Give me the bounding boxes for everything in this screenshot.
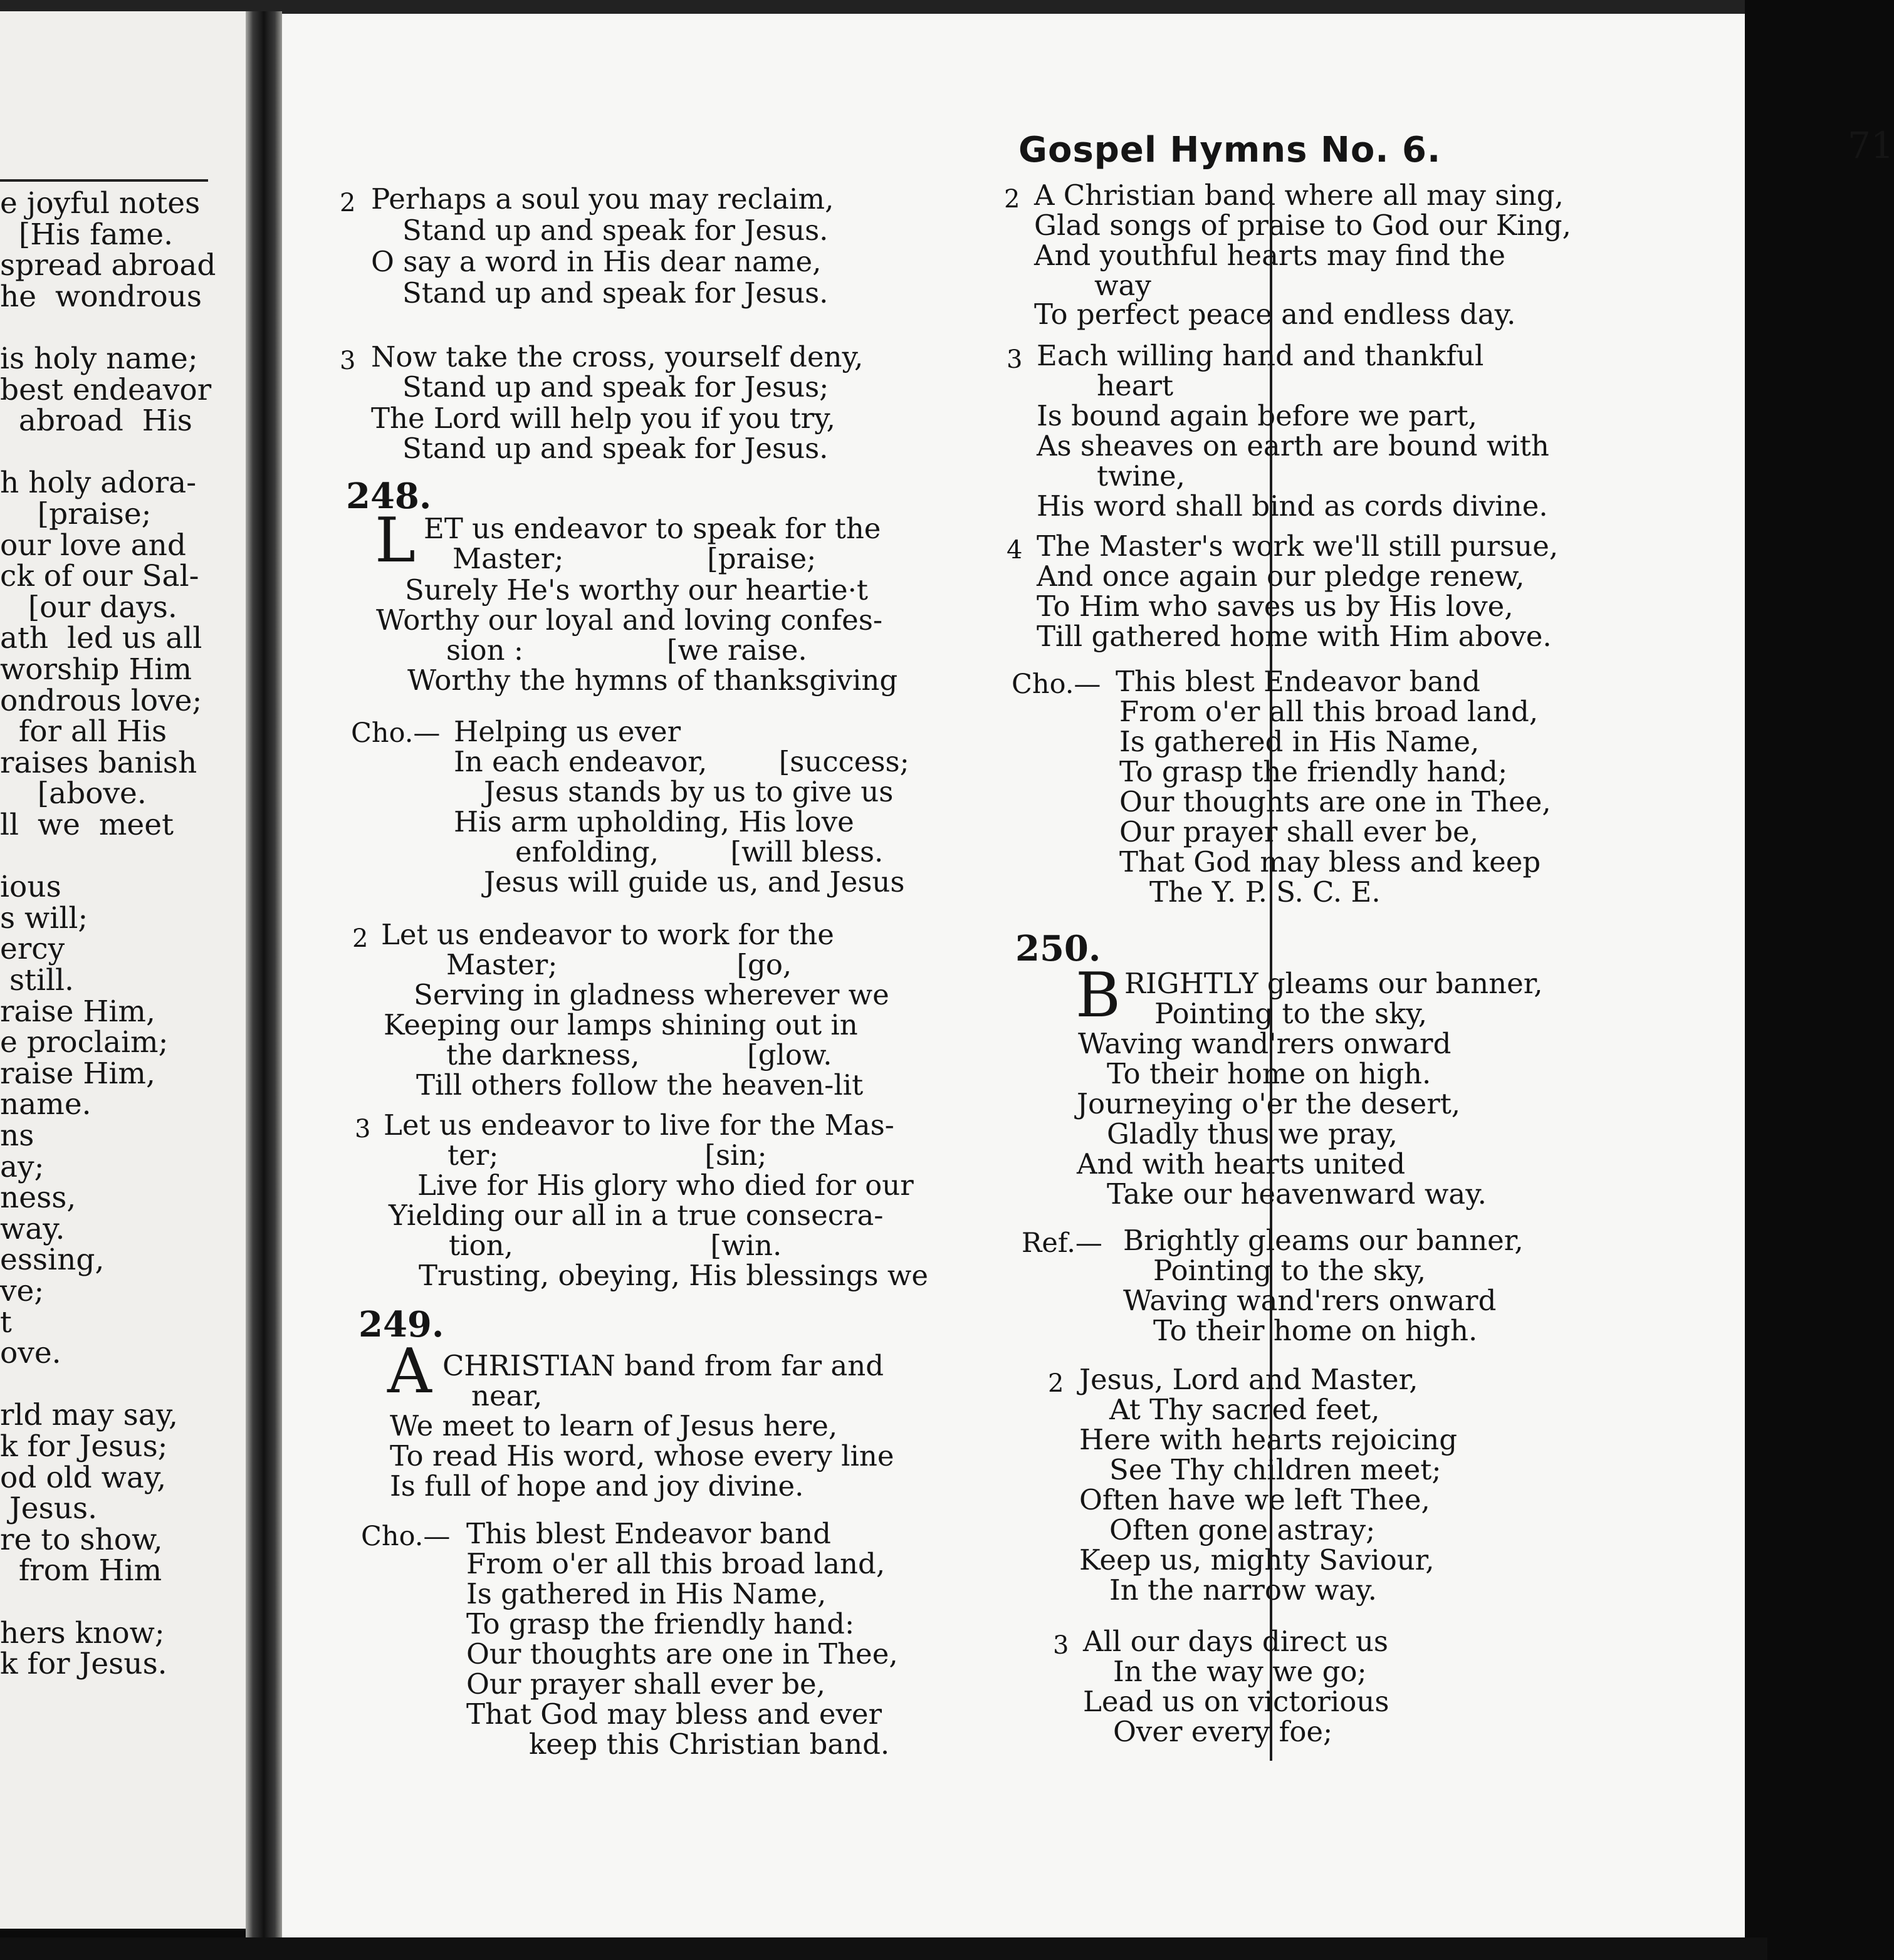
scan-border-bottom bbox=[0, 1937, 1767, 1960]
verse-line: His word shall bind as cords divine. bbox=[1037, 489, 1548, 523]
chorus-line: Helping us ever bbox=[454, 715, 681, 748]
verse-line: A Christian band where all may sing, bbox=[1034, 179, 1564, 212]
verse-number: 2 bbox=[340, 189, 356, 217]
chorus-line: Our prayer shall ever be, bbox=[466, 1667, 825, 1701]
chorus-line: That God may bless and keep bbox=[1119, 845, 1541, 878]
verse-line: Now take the cross, yourself deny, bbox=[371, 340, 864, 373]
verse-line: To Him who saves us by His love, bbox=[1037, 590, 1514, 623]
facing-page-line: ercy bbox=[0, 932, 65, 967]
facing-page-line: ve; bbox=[0, 1274, 44, 1308]
verse-line: Stand up and speak for Jesus. bbox=[402, 214, 829, 247]
chorus-line: Our thoughts are one in Thee, bbox=[466, 1637, 898, 1671]
verse-line: Yielding our all in a true consecra- bbox=[389, 1199, 884, 1232]
hymn-line: Gladly thus we pray, bbox=[1107, 1117, 1398, 1150]
facing-page-line: k for Jesus. bbox=[0, 1647, 167, 1682]
chorus-label: Cho.— bbox=[1012, 669, 1101, 700]
verse-line: twine, bbox=[1097, 459, 1185, 493]
hymn-line: Surely He's worthy our heartie·t bbox=[405, 573, 868, 607]
facing-page-line: h holy adora- bbox=[0, 466, 197, 501]
hymn-line: Pointing to the sky, bbox=[1154, 997, 1428, 1030]
hymn-number-250: 250. bbox=[1015, 928, 1101, 969]
scan-border-right bbox=[1745, 0, 1767, 1960]
facing-page-line: hers know; bbox=[0, 1615, 165, 1650]
drop-cap: L bbox=[375, 505, 416, 576]
hymn-line: Worthy our loyal and loving confes- bbox=[376, 603, 883, 637]
hymn-line: Is full of hope and joy divine. bbox=[390, 1469, 804, 1503]
verse-line: Serving in gladness wherever we bbox=[414, 978, 889, 1011]
facing-page-left bbox=[0, 11, 246, 1929]
chorus-line: To grasp the friendly hand; bbox=[1119, 755, 1508, 788]
verse-line: To perfect peace and endless day. bbox=[1034, 298, 1516, 331]
verse-line: ter; [sin; bbox=[447, 1139, 767, 1172]
drop-cap: B bbox=[1075, 960, 1121, 1031]
chorus-line: enfolding, [will bless. bbox=[515, 835, 884, 868]
hymn-line: To their home on high. bbox=[1107, 1057, 1431, 1090]
drop-cap: A bbox=[387, 1336, 432, 1407]
verse-line: Till gathered home with Him above. bbox=[1037, 620, 1552, 653]
left-header-rule bbox=[0, 179, 208, 182]
facing-page-line: ath led us all bbox=[0, 621, 202, 656]
verse-line: All our days direct us bbox=[1083, 1625, 1388, 1658]
hymn-line: RIGHTLY gleams our banner, bbox=[1124, 967, 1543, 1000]
facing-page-line: ondrous love; bbox=[0, 683, 202, 718]
verse-line: Each willing hand and thankful bbox=[1037, 339, 1484, 372]
facing-page-line: s will; bbox=[0, 900, 88, 936]
facing-page-line: [praise; bbox=[0, 497, 152, 531]
facing-page-line: ious bbox=[0, 870, 61, 905]
hymn-line: Waving wand'rers onward bbox=[1078, 1027, 1452, 1060]
chorus-line: His arm upholding, His love bbox=[454, 805, 854, 838]
facing-page-line: he wondrous bbox=[0, 279, 202, 314]
facing-page-line: e proclaim; bbox=[0, 1025, 169, 1060]
facing-page-line: [His fame. bbox=[0, 217, 174, 252]
facing-page-line: rld may say, bbox=[0, 1398, 178, 1433]
facing-page-line: way. bbox=[0, 1211, 65, 1246]
facing-page-line: od old way, bbox=[0, 1460, 167, 1495]
chorus-line: The Y. P. S. C. E. bbox=[1149, 875, 1381, 909]
verse-line: O say a word in His dear name, bbox=[371, 245, 822, 278]
verse-line: Over every foe; bbox=[1113, 1715, 1333, 1748]
chorus-line: From o'er all this broad land, bbox=[466, 1547, 886, 1580]
facing-page-line: t bbox=[0, 1305, 12, 1340]
verse-line: Perhaps a soul you may reclaim, bbox=[371, 182, 834, 216]
refrain-line: Waving wand'rers onward bbox=[1123, 1284, 1497, 1317]
hymn-line: CHRISTIAN band from far and bbox=[442, 1349, 884, 1382]
verse-line: Lead us on victorious bbox=[1083, 1685, 1389, 1718]
verse-line: Stand up and speak for Jesus. bbox=[402, 432, 829, 465]
facing-page-line: is holy name; bbox=[0, 341, 198, 376]
verse-line: Master; [go, bbox=[446, 948, 792, 981]
hymn-line: near, bbox=[471, 1379, 543, 1412]
facing-page-line: ns bbox=[0, 1118, 34, 1153]
verse-line: In the way we go; bbox=[1113, 1655, 1367, 1688]
verse-line: way bbox=[1094, 269, 1151, 302]
verse-line: And once again our pledge renew, bbox=[1037, 560, 1525, 593]
facing-page-line: spread abroad bbox=[0, 248, 216, 283]
facing-page-line: ay; bbox=[0, 1149, 44, 1184]
chorus-label: Cho.— bbox=[361, 1521, 451, 1552]
verse-line: Stand up and speak for Jesus; bbox=[402, 370, 829, 404]
facing-page-line: raises banish bbox=[0, 745, 197, 780]
verse-line: Is bound again before we part, bbox=[1037, 399, 1477, 432]
facing-page-line: best endeavor bbox=[0, 372, 212, 407]
refrain-line: Pointing to the sky, bbox=[1153, 1254, 1426, 1287]
hymn-line: sion : [we raise. bbox=[446, 633, 807, 667]
chorus-line: From o'er all this broad land, bbox=[1119, 695, 1539, 728]
verse-line: Jesus, Lord and Master, bbox=[1079, 1363, 1418, 1396]
facing-page-line: k for Jesus; bbox=[0, 1429, 168, 1464]
hymn-line: And with hearts united bbox=[1077, 1147, 1406, 1181]
facing-page-line: essing, bbox=[0, 1243, 105, 1278]
verse-line: Often have we left Thee, bbox=[1079, 1483, 1430, 1516]
refrain-line: Brightly gleams our banner, bbox=[1123, 1224, 1524, 1257]
facing-page-line: ck of our Sal- bbox=[0, 559, 199, 594]
facing-page-line: still. bbox=[0, 963, 74, 998]
verse-number: 3 bbox=[1053, 1631, 1069, 1660]
facing-page-line: ness, bbox=[0, 1181, 76, 1216]
refrain-line: To their home on high. bbox=[1153, 1314, 1478, 1347]
facing-page-line: name. bbox=[0, 1087, 92, 1122]
verse-line: Let us endeavor to work for the bbox=[381, 918, 834, 951]
verse-number: 2 bbox=[352, 924, 369, 953]
facing-page-line: e joyful notes bbox=[0, 186, 201, 221]
verse-line: Let us endeavor to live for the Mas- bbox=[384, 1108, 894, 1142]
verse-line: Stand up and speak for Jesus. bbox=[402, 276, 829, 310]
hymn-line: To read His word, whose every line bbox=[390, 1439, 894, 1473]
facing-page-line: our love and bbox=[0, 528, 186, 563]
verse-number: 3 bbox=[340, 347, 356, 375]
verse-line: The Lord will help you if you try, bbox=[371, 402, 835, 435]
verse-line: In the narrow way. bbox=[1109, 1573, 1377, 1607]
verse-line: Keeping our lamps shining out in bbox=[384, 1008, 858, 1041]
verse-line: heart bbox=[1097, 369, 1174, 402]
verse-line: Glad songs of praise to God our King, bbox=[1034, 209, 1571, 242]
verse-line: Here with hearts rejoicing bbox=[1079, 1423, 1457, 1456]
chorus-line: In each endeavor, [success; bbox=[454, 745, 909, 778]
facing-page-line: abroad His bbox=[0, 404, 192, 439]
facing-page-line: ove. bbox=[0, 1336, 61, 1371]
chorus-line: Jesus stands by us to give us bbox=[484, 775, 894, 808]
chorus-line: That God may bless and ever bbox=[466, 1697, 882, 1731]
hymn-line: Take our heavenward way. bbox=[1107, 1177, 1487, 1211]
refrain-label: Ref.— bbox=[1022, 1228, 1102, 1259]
hymn-number-248: 248. bbox=[346, 476, 432, 517]
chorus-line: This blest Endeavor band bbox=[466, 1517, 831, 1550]
verse-line: At Thy sacred feet, bbox=[1109, 1393, 1380, 1426]
facing-page-line: raise Him, bbox=[0, 1056, 155, 1091]
verse-line: tion, [win. bbox=[449, 1229, 782, 1262]
facing-page-line: worship Him bbox=[0, 652, 192, 687]
verse-line: The Master's work we'll still pursue, bbox=[1037, 529, 1559, 563]
verse-line: Live for His glory who died for our bbox=[417, 1169, 914, 1202]
verse-line: Often gone astray; bbox=[1109, 1513, 1376, 1546]
verse-line: And youthful hearts may find the bbox=[1034, 239, 1505, 272]
hymn-line: We meet to learn of Jesus here, bbox=[390, 1409, 838, 1442]
facing-page-line: from Him bbox=[0, 1553, 162, 1588]
verse-number: 2 bbox=[1004, 185, 1020, 214]
chorus-line: To grasp the friendly hand: bbox=[466, 1607, 855, 1640]
chorus-line: Our prayer shall ever be, bbox=[1119, 815, 1478, 848]
chorus-line: This blest Endeavor band bbox=[1116, 665, 1480, 698]
page-71 bbox=[282, 14, 1894, 1937]
running-title: Gospel Hymns No. 6. bbox=[1018, 130, 1441, 170]
verse-number: 4 bbox=[1007, 536, 1023, 565]
book-gutter bbox=[246, 11, 282, 1941]
page-number: 71 bbox=[1848, 124, 1894, 167]
hymn-line: Journeying o'er the desert, bbox=[1077, 1087, 1461, 1120]
facing-page-line: ll we meet bbox=[0, 808, 174, 842]
hymn-line: ET us endeavor to speak for the bbox=[424, 512, 881, 545]
verse-line: Keep us, mighty Saviour, bbox=[1079, 1543, 1435, 1577]
verse-line: See Thy children meet; bbox=[1109, 1453, 1441, 1486]
chorus-line: keep this Christian band. bbox=[529, 1728, 890, 1761]
chorus-line: Jesus will guide us, and Jesus bbox=[484, 865, 905, 899]
facing-page-line: for all His bbox=[0, 714, 167, 749]
hymn-line: Master; [praise; bbox=[453, 542, 817, 575]
facing-page-line: [our days. bbox=[0, 590, 177, 625]
chorus-line: Our thoughts are one in Thee, bbox=[1119, 785, 1551, 818]
chorus-line: Is gathered in His Name, bbox=[466, 1577, 827, 1610]
facing-page-line: [above. bbox=[0, 776, 147, 811]
hymn-line: Worthy the hymns of thanksgiving bbox=[407, 664, 898, 697]
chorus-label: Cho.— bbox=[351, 717, 441, 749]
verse-line: the darkness, [glow. bbox=[446, 1038, 832, 1071]
verse-number: 3 bbox=[355, 1115, 371, 1144]
facing-page-line: raise Him, bbox=[0, 994, 155, 1029]
facing-page-line: Jesus. bbox=[0, 1491, 98, 1526]
facing-page-line: re to show, bbox=[0, 1522, 163, 1557]
verse-line: Trusting, obeying, His blessings we bbox=[419, 1259, 928, 1292]
verse-line: Till others follow the heaven-lit bbox=[416, 1068, 864, 1102]
hymn-number-249: 249. bbox=[358, 1304, 444, 1345]
verse-number: 3 bbox=[1007, 345, 1023, 374]
chorus-line: Is gathered in His Name, bbox=[1119, 725, 1480, 758]
verse-number: 2 bbox=[1048, 1369, 1064, 1398]
verse-line: As sheaves on earth are bound with bbox=[1037, 429, 1549, 462]
